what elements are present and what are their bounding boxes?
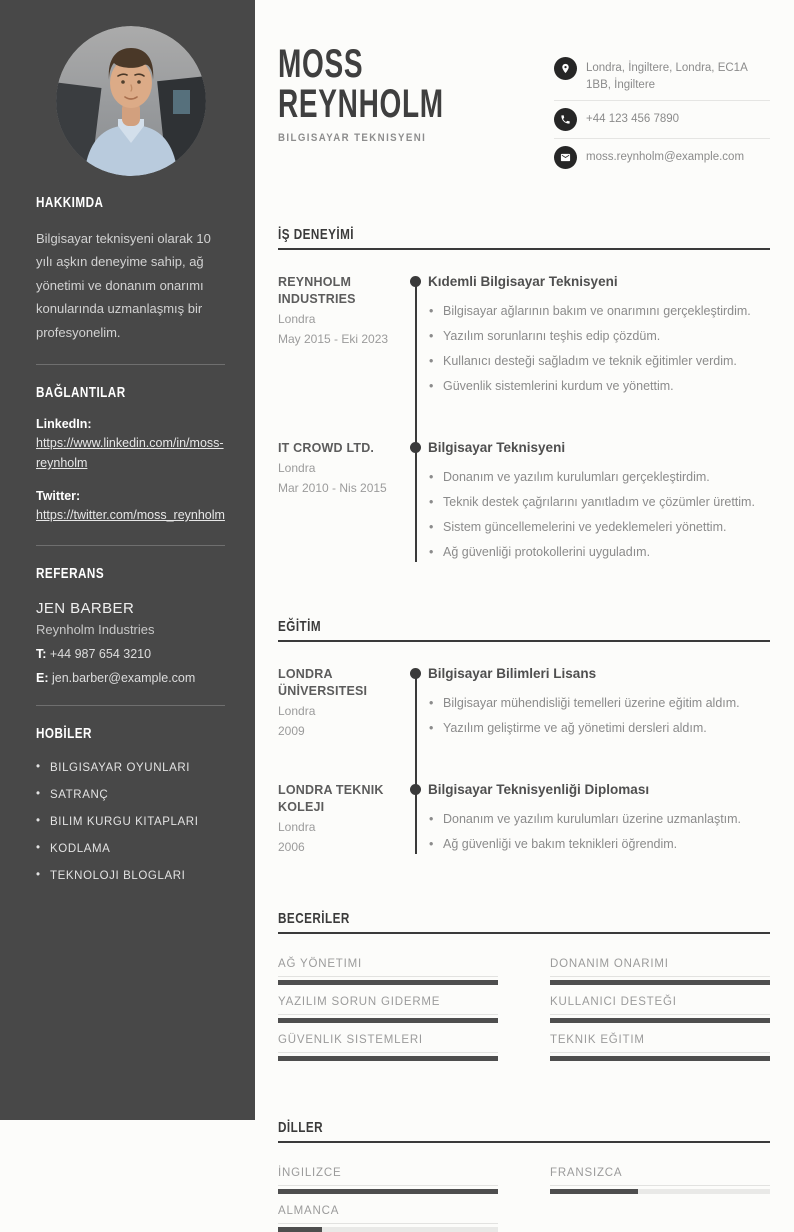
- email-icon: [554, 146, 577, 169]
- language-item: [278, 1205, 498, 1232]
- skill-item: [278, 1034, 498, 1061]
- list-item: • Yazılım sorunlarını teşhis edip çözdüm.: [428, 329, 770, 343]
- list-item: • KODLAMA: [36, 843, 225, 855]
- languages-grid: [278, 1167, 770, 1232]
- twitter-label: Twitter:: [36, 488, 81, 503]
- contact-email: [554, 139, 770, 176]
- reference-phone: T: +44 987 654 3210: [36, 646, 152, 661]
- list-item: • Ağ güvenliği ve bakım teknikleri öğrendim.: [428, 837, 770, 851]
- education-entry-meta: [278, 782, 415, 862]
- school-location: Londra: [278, 704, 316, 719]
- hobbies-heading: HOBİLER: [36, 724, 92, 742]
- skill-label: TEKNIK EĞITIM: [550, 1034, 770, 1053]
- location-pin-icon: [554, 57, 577, 80]
- skill-item: [550, 996, 770, 1023]
- role-bullets: [428, 304, 770, 393]
- sidebar-divider: [36, 705, 225, 706]
- experience-section: [278, 226, 770, 570]
- experience-timeline: [278, 274, 770, 570]
- education-entry-detail: [415, 782, 770, 862]
- list-item: • TEKNOLOJI BLOGLARI: [36, 870, 225, 882]
- skill-item: [278, 996, 498, 1023]
- language-bar: [550, 1189, 770, 1194]
- phone-icon: [554, 108, 577, 131]
- graduation-year: 2006: [278, 840, 305, 855]
- degree-title: Bilgisayar Teknisyenliği Diploması: [428, 782, 770, 797]
- about-text: Bilgisayar teknisyeni olarak 10 yılı aşkın deneyime sahip, ağ yönetimi ve donanım onarımı konularında uzmanlaşmış bir profesyonelim.: [36, 231, 211, 340]
- contact-phone: [554, 101, 770, 139]
- list-item: • Bilgisayar ağlarının bakım ve onarımını gerçekleştirdim.: [428, 304, 770, 318]
- twitter-link[interactable]: https://twitter.com/moss_reynholm: [36, 507, 225, 522]
- role-bullets: [428, 470, 770, 559]
- page-title: BILGISAYAR TEKNISYENI: [278, 132, 427, 144]
- role-title: Kıdemli Bilgisayar Teknisyeni: [428, 274, 770, 289]
- resume-main: [255, 0, 794, 1218]
- experience-heading: İŞ DENEYİMİ: [278, 226, 770, 250]
- sidebar-about-section: [36, 194, 225, 344]
- language-label: FRANSIZCA: [550, 1167, 770, 1186]
- list-item: • Teknik destek çağrılarını yanıtladım ve çözümler ürettim.: [428, 495, 770, 509]
- skills-heading: BECERİLER: [278, 910, 770, 934]
- list-item: • Donanım ve yazılım kurulumları üzerine uzmanlaştım.: [428, 812, 770, 826]
- degree-bullets: [428, 696, 770, 735]
- experience-entry-detail: [415, 274, 770, 404]
- list-item: • BILIM KURGU KITAPLARI: [36, 816, 225, 828]
- education-section: [278, 618, 770, 862]
- school-location: Londra: [278, 820, 316, 835]
- avatar: [56, 26, 206, 176]
- company-name: IT CROWD LTD.: [278, 441, 375, 456]
- skill-bar: [550, 1056, 770, 1061]
- email-text: moss.reynholm@example.com: [586, 151, 745, 164]
- contact-location: [554, 50, 770, 101]
- list-item: • Ağ güvenliği protokollerini uyguladım.: [428, 545, 770, 559]
- last-name: REYNHOLM: [278, 82, 444, 126]
- education-entry: [278, 782, 770, 862]
- education-entry: [278, 666, 770, 746]
- sidebar-links-section: [36, 384, 225, 525]
- employment-dates: Mar 2010 - Nis 2015: [278, 481, 387, 496]
- skill-label: KULLANICI DESTEĞI: [550, 996, 770, 1015]
- list-item: • Yazılım geliştirme ve ağ yönetimi dersleri aldım.: [428, 721, 770, 735]
- experience-entry-meta: [278, 440, 415, 570]
- experience-entry-meta: [278, 274, 415, 404]
- contact-block: [554, 50, 770, 176]
- links-heading: BAĞLANTILAR: [36, 383, 126, 401]
- list-item: • Güvenlik sistemlerini kurdum ve yönettim.: [428, 379, 770, 393]
- skill-bar: [278, 1018, 498, 1023]
- skill-label: YAZILIM SORUN GIDERME: [278, 996, 498, 1015]
- sidebar-divider: [36, 545, 225, 546]
- degree-bullets: [428, 812, 770, 851]
- experience-entry-detail: [415, 440, 770, 570]
- hobbies-list: [36, 762, 225, 882]
- about-heading: HAKKIMDA: [36, 194, 104, 211]
- language-item: [278, 1167, 498, 1194]
- list-item: • Kullanıcı desteği sağladım ve teknik eğitimler verdim.: [428, 354, 770, 368]
- skill-bar: [278, 980, 498, 985]
- language-bar: [278, 1227, 498, 1232]
- languages-section: [278, 1119, 770, 1232]
- company-name: REYNHOLM INDUSTRIES: [278, 275, 356, 307]
- skill-item: [278, 958, 498, 985]
- education-entry-meta: [278, 666, 415, 746]
- graduation-year: 2009: [278, 724, 305, 739]
- phone-text: +44 123 456 7890: [586, 113, 680, 126]
- skill-label: DONANIM ONARIMI: [550, 958, 770, 977]
- list-item: • Bilgisayar mühendisliği temelleri üzerine eğitim aldım.: [428, 696, 770, 710]
- skill-bar: [550, 1018, 770, 1023]
- linkedin-label: LinkedIn:: [36, 416, 92, 431]
- location-text: Londra, İngiltere, Londra, EC1A 1BB, İngiltere: [586, 62, 748, 91]
- languages-heading: DİLLER: [278, 1119, 770, 1143]
- skill-item: [550, 1034, 770, 1061]
- skill-item: [550, 958, 770, 985]
- list-item: • BILGISAYAR OYUNLARI: [36, 762, 225, 774]
- reference-email: E: jen.barber@example.com: [36, 670, 196, 685]
- language-label: ALMANCA: [278, 1205, 498, 1224]
- company-location: Londra: [278, 461, 316, 476]
- skill-bar: [278, 1056, 498, 1061]
- sidebar: [0, 0, 255, 1120]
- resume-header: [278, 44, 770, 176]
- skills-grid: [278, 958, 770, 1061]
- list-item: • Donanım ve yazılım kurulumları gerçekleştirdim.: [428, 470, 770, 484]
- sidebar-references-section: [36, 565, 225, 685]
- reference-company: Reynholm Industries: [36, 621, 155, 637]
- skill-label: AĞ YÖNETIMI: [278, 958, 498, 977]
- degree-title: Bilgisayar Bilimleri Lisans: [428, 666, 770, 681]
- education-timeline: [278, 666, 770, 862]
- employment-dates: May 2015 - Eki 2023: [278, 332, 389, 347]
- skill-bar: [550, 980, 770, 985]
- reference-name: JEN BARBER: [36, 599, 135, 617]
- sidebar-hobbies-section: [36, 725, 225, 882]
- company-location: Londra: [278, 312, 316, 327]
- role-title: Bilgisayar Teknisyeni: [428, 440, 770, 455]
- school-name: LONDRA TEKNIK KOLEJI: [278, 783, 384, 815]
- experience-entry: [278, 274, 770, 404]
- skill-label: GÜVENLIK SISTEMLERI: [278, 1034, 498, 1053]
- first-name: MOSS: [278, 42, 364, 86]
- references-heading: REFERANS: [36, 564, 105, 582]
- linkedin-link[interactable]: https://www.linkedin.com/in/moss-reynholm: [36, 435, 224, 470]
- name-block: [278, 44, 515, 144]
- experience-entry: [278, 440, 770, 570]
- language-bar: [278, 1189, 498, 1194]
- education-heading: EĞİTİM: [278, 618, 770, 642]
- sidebar-divider: [36, 364, 225, 365]
- list-item: • SATRANÇ: [36, 789, 225, 801]
- language-item: [550, 1167, 770, 1194]
- school-name: LONDRA ÜNİVERSITESI: [278, 667, 368, 699]
- education-entry-detail: [415, 666, 770, 746]
- list-item: • Sistem güncellemelerini ve yedeklemeleri yönettim.: [428, 520, 770, 534]
- skills-section: [278, 910, 770, 1061]
- profile-photo-illustration: [56, 26, 206, 176]
- language-label: İNGILIZCE: [278, 1167, 498, 1186]
